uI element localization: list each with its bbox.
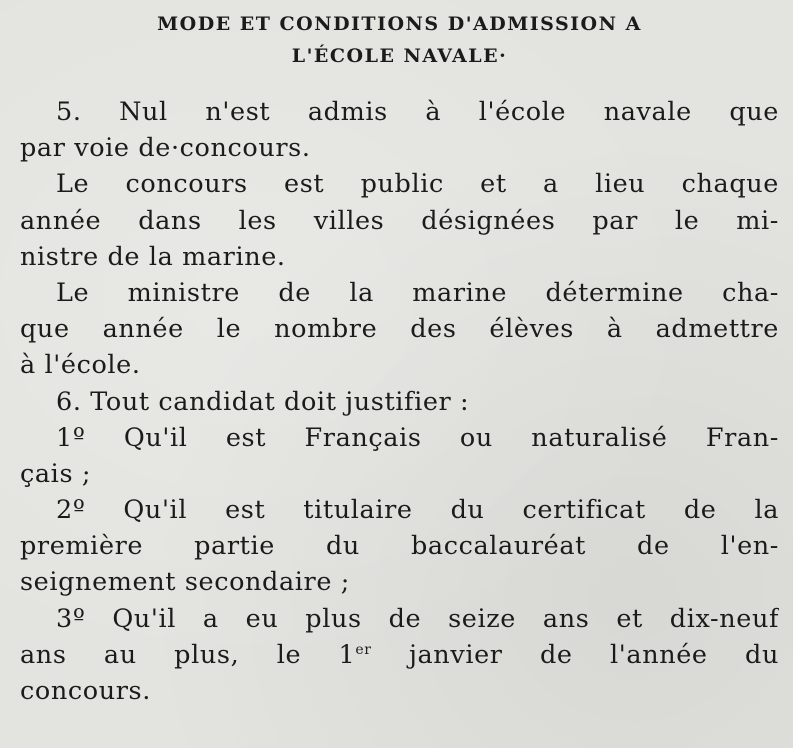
heading-line-1: MODE ET CONDITIONS D'ADMISSION A [157,13,642,35]
text-line-8: à l'école. [20,350,141,381]
text-line-4: année dans les villes désignées par le mi- [20,205,779,236]
text-line-16 [20,637,779,673]
text-line-5: nistre de la marine. [20,241,286,272]
article-body [20,94,779,709]
text-line-6: Le ministre de la marine détermine cha- [56,277,779,308]
text-line-2: par voie de·concours. [20,133,311,164]
text-line-15: 3º Qu'il a eu plus de seize ans et dix-neuf [56,603,779,634]
text-line-7: que année le nombre des élèves à admettre [20,314,779,345]
text-line-12: 2º Qu'il est titulaire du certificat de la [56,495,779,526]
text-line-17: concours. [20,676,151,706]
text-line-11: çais ; [20,458,92,489]
text-line-9: 6. Tout candidat doit justifier : [56,386,470,417]
text-line-16-part-2: janvier de l'année du [371,639,779,670]
text-line-1: 5. Nul n'est admis à l'école navale que [56,97,779,127]
text-line-14: seignement secondaire ; [20,567,350,598]
text-line-10: 1º Qu'il est Français ou naturalisé Fran- [56,422,779,453]
text-line-13: première partie du baccalauréat de l'en- [20,531,779,562]
text-line-3: Le concours est public et a lieu chaque [56,169,779,200]
text-line-16-part-1: ans au plus, le 1 [20,639,356,670]
article-heading [20,8,779,72]
heading-line-2: L'ÉCOLE NAVALE· [291,45,508,67]
superscript-er: er [355,641,372,658]
